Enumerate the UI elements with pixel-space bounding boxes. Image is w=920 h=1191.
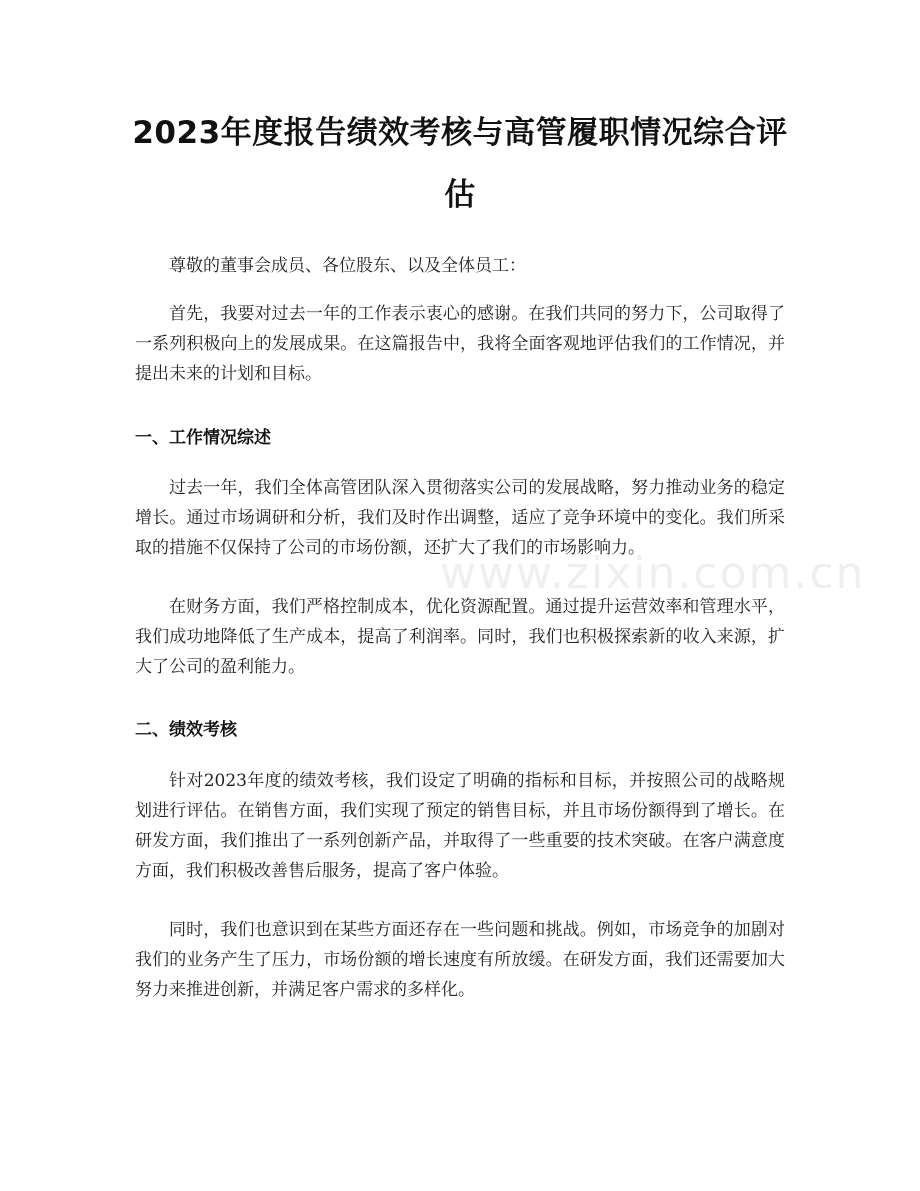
document-title: 2023年度报告绩效考核与高管履职情况综合评估 <box>132 115 788 213</box>
section-heading-performance: 二、绩效考核 <box>135 720 237 740</box>
greeting-paragraph: 尊敬的董事会成员、各位股东、以及全体员工： <box>169 256 526 276</box>
intro-paragraph: 首先，我要对过去一年的工作表示衷心的感谢。在我们共同的努力下，公司取得了一系列积极向上的发展成果。在这篇报告中，我将全面客观地评估我们的工作情况，并提出未来的计划和目标。 <box>135 304 785 384</box>
performance-paragraph-2: 同时，我们也意识到在某些方面还存在一些问题和挑战。例如，市场竞争的加剧对我们的业务产生了压力，市场份额的增长速度有所放缓。在研发方面，我们还需要加大努力来推进创新，并满足客户需求的多样化。 <box>135 920 785 1000</box>
performance-paragraph-1: 针对2023年度的绩效考核，我们设定了明确的指标和目标，并按照公司的战略规划进行评估。在销售方面，我们实现了预定的销售目标，并且市场份额得到了增长。在研发方面，我们推出了一系列创新产品，并取得了一些重要的技术突破。在客户满意度方面，我们积极改善售后服务，提高了客户体验。 <box>135 771 785 881</box>
overview-paragraph-2: 在财务方面，我们严格控制成本，优化资源配置。通过提升运营效率和管理水平，我们成功地降低了生产成本，提高了利润率。同时，我们也积极探索新的收入来源，扩大了公司的盈利能力。 <box>135 597 785 677</box>
overview-paragraph-1: 过去一年，我们全体高管团队深入贯彻落实公司的发展战略，努力推动业务的稳定增长。通过市场调研和分析，我们及时作出调整，适应了竞争环境中的变化。我们所采取的措施不仅保持了公司的市场份额，还扩大了我们的市场影响力。 <box>135 478 785 558</box>
watermark: www.zixin.com.cn <box>440 548 866 599</box>
section-heading-overview: 一、工作情况综述 <box>135 428 271 448</box>
